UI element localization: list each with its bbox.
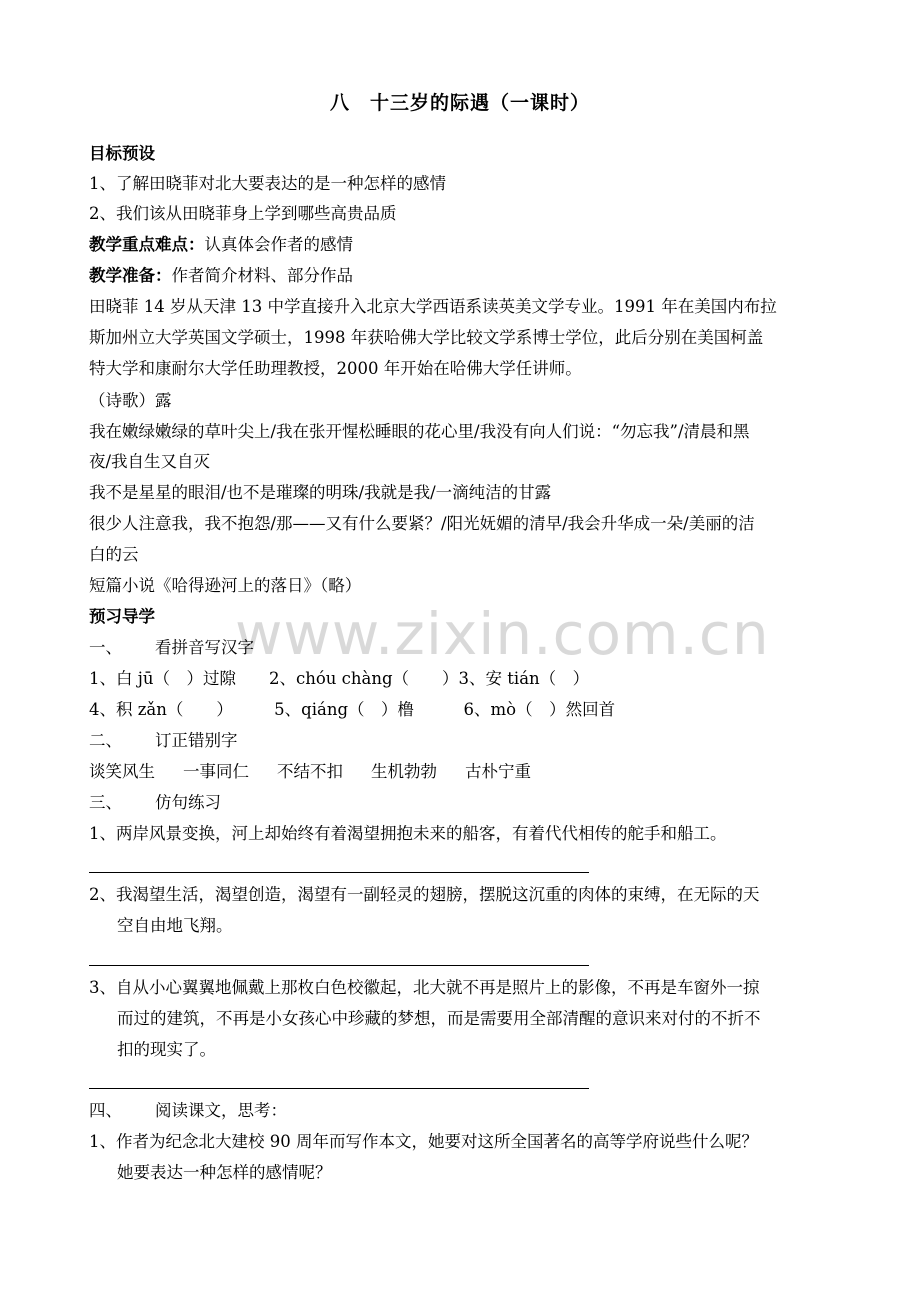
answer-line <box>89 965 589 966</box>
exercise-question-cont: 空自由地飞翔。 <box>117 916 233 935</box>
bio-line: 田晓菲 14 岁从天津 13 中学直接升入北京大学西语系读英美文学专业。1991 年在美国内布拉 <box>89 297 777 316</box>
typo-item: 不结不扣 <box>277 762 343 781</box>
typo-item: 古朴宁重 <box>465 762 531 781</box>
watermark: www.zixin.com.cn <box>235 600 770 668</box>
preparation-label: 教学准备： <box>89 266 172 285</box>
preparation <box>89 265 353 287</box>
exercise-question-cont: 扣的现实了。 <box>117 1040 216 1059</box>
answer-line <box>89 872 589 873</box>
section-label: 看拼音写汉字 <box>155 638 254 657</box>
goal-item: 2、我们该从田晓菲身上学到哪些高贵品质 <box>89 204 397 223</box>
bio-line: 特大学和康耐尔大学任助理教授，2000 年开始在哈佛大学任讲师。 <box>89 359 582 378</box>
section-2-heading <box>89 730 238 752</box>
poem-line: 很少人注意我，我不抱怨/那——又有什么要紧？/阳光妩媚的清早/我会升华成一朵/美丽的洁 <box>89 514 755 533</box>
section-label: 订正错别字 <box>155 731 238 750</box>
poem-line: 白的云 <box>89 545 139 564</box>
reading-question: 1、作者为纪念北大建校 90 周年而写作本文，她要对这所全国著名的高等学府说些什么呢？ <box>89 1132 758 1151</box>
poem-heading: （诗歌）露 <box>89 391 172 410</box>
section-1-heading <box>89 637 254 659</box>
reading-question-cont: 她要表达一种怎样的感情呢？ <box>117 1163 332 1182</box>
key-points-label: 教学重点难点： <box>89 235 205 254</box>
section-3-heading <box>89 792 221 814</box>
section-4-heading <box>89 1100 287 1122</box>
poem-line: 我不是星星的眼泪/也不是璀璨的明珠/我就是我/一滴纯洁的甘露 <box>89 483 552 502</box>
typo-list <box>89 761 559 783</box>
section-number: 二、 <box>89 731 122 750</box>
typo-item: 生机勃勃 <box>371 762 437 781</box>
novel-line: 短篇小说《哈得逊河上的落日》（略） <box>89 576 362 595</box>
pinyin-row: 1、白 jū（ ）过隙 2、chóu chàng（ ）3、安 tián（ ） <box>89 669 590 688</box>
bio-line: 斯加州立大学英国文学硕士，1998 年获哈佛大学比较文学系博士学位，此后分别在美国柯盖 <box>89 328 764 347</box>
section-number: 一、 <box>89 638 122 657</box>
exercise-question: 1、两岸风景变换，河上却始终有着渴望拥抱未来的船客，有着代代相传的舵手和船工。 <box>89 824 727 843</box>
preparation-text: 作者简介材料、部分作品 <box>171 266 353 285</box>
exercise-question: 2、我渴望生活，渴望创造，渴望有一副轻灵的翅膀，摆脱这沉重的肉体的束缚，在无际的天 <box>89 885 760 904</box>
answer-line <box>89 1088 589 1089</box>
typo-item: 一事同仁 <box>183 762 249 781</box>
section-label: 仿句练习 <box>155 793 221 812</box>
key-points-text: 认真体会作者的感情 <box>204 235 353 254</box>
section-number: 三、 <box>89 793 122 812</box>
page-title: 八 十三岁的际遇（一课时） <box>329 92 590 114</box>
preview-heading: 预习导学 <box>89 607 155 626</box>
section-label: 阅读课文，思考： <box>155 1101 287 1120</box>
exercise-question-cont: 而过的建筑，不再是小女孩心中珍藏的梦想，而是需要用全部清醒的意识来对付的不折不 <box>117 1009 761 1028</box>
goal-item: 1、了解田晓菲对北大要表达的是一种怎样的感情 <box>89 174 446 193</box>
typo-item: 谈笑风生 <box>89 762 155 781</box>
pinyin-row: 4、积 zǎn（ ） 5、qiáng（ ）橹 6、mò（ ）然回首 <box>89 700 616 719</box>
exercise-question: 3、自从小心翼翼地佩戴上那枚白色校徽起，北大就不再是照片上的影像，不再是车窗外一掠 <box>89 978 760 997</box>
poem-line: 我在嫩绿嫩绿的草叶尖上/我在张开惺松睡眼的花心里/我没有向人们说：“勿忘我”/清晨和黑 <box>89 422 750 441</box>
key-points <box>89 234 353 256</box>
poem-line: 夜/我自生又自灭 <box>89 452 211 471</box>
goals-heading: 目标预设 <box>89 144 155 163</box>
section-number: 四、 <box>89 1101 122 1120</box>
